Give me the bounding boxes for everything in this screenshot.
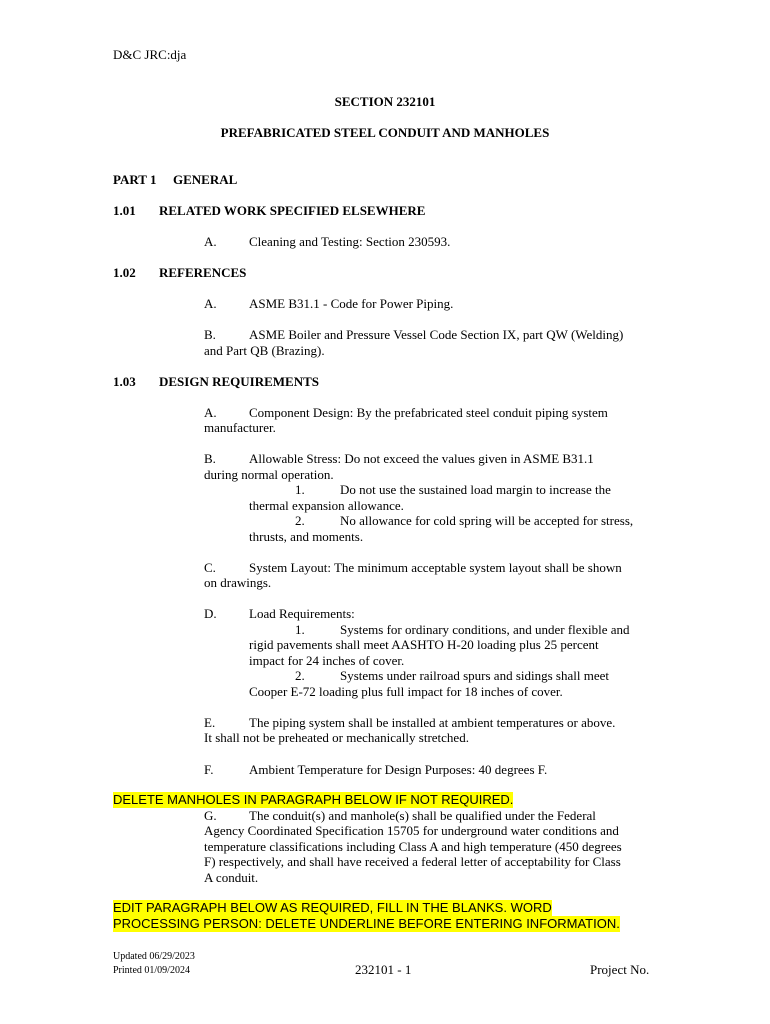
part-number: PART 1 <box>113 172 157 187</box>
paragraph-text: during normal operation. <box>204 467 334 482</box>
paragraph-letter: D. <box>204 606 217 621</box>
footer-page-number: 232101 - 1 <box>355 962 412 977</box>
subparagraph-text: Cooper E-72 loading plus full impact for 18 inches of cover. <box>249 684 563 699</box>
paragraph-text: A conduit. <box>204 870 259 885</box>
section-title: PREFABRICATED STEEL CONDUIT AND MANHOLES <box>220 125 550 140</box>
paragraph-text: It shall not be preheated or mechanically stretched. <box>204 730 469 745</box>
subparagraph-text: thrusts, and moments. <box>249 529 364 544</box>
paragraph-text: Cleaning and Testing: Section 230593. <box>249 234 451 249</box>
paragraph-text: ASME B31.1 - Code for Power Piping. <box>249 296 454 311</box>
paragraph-text: Load Requirements: <box>249 606 355 621</box>
paragraph-letter: A. <box>204 405 217 420</box>
subparagraph-text: rigid pavements shall meet AASHTO H-20 loading plus 25 percent <box>249 637 599 652</box>
paragraph-letter: E. <box>204 715 216 730</box>
paragraph-text: ASME Boiler and Pressure Vessel Code Section IX, part QW (Welding) <box>249 327 624 342</box>
section-number: SECTION 232101 <box>334 94 436 109</box>
subparagraph-number: 1. <box>295 622 305 637</box>
specifier-note: PROCESSING PERSON: DELETE UNDERLINE BEFORE ENTERING INFORMATION. <box>113 916 620 931</box>
subparagraph-text: impact for 24 inches of cover. <box>249 653 405 668</box>
paragraph-letter: A. <box>204 234 217 249</box>
subparagraph-number: 2. <box>295 668 305 683</box>
part-title: GENERAL <box>173 172 238 187</box>
paragraph-text: F) respectively, and shall have received a federal letter of acceptability for Class <box>204 854 621 869</box>
paragraph-text: The conduit(s) and manhole(s) shall be qualified under the Federal <box>249 808 596 823</box>
paragraph-text: Ambient Temperature for Design Purposes: 40 degrees F. <box>249 762 548 777</box>
article-title: RELATED WORK SPECIFIED ELSEWHERE <box>159 203 426 218</box>
paragraph-letter: C. <box>204 560 216 575</box>
paragraph-text: Component Design: By the prefabricated steel conduit piping system <box>249 405 608 420</box>
paragraph-text: temperature classifications including Class A and high temperature (450 degrees <box>204 839 622 854</box>
paragraph-letter: F. <box>204 762 214 777</box>
footer-project-number: Project No. <box>590 962 650 977</box>
article-number: 1.02 <box>113 265 136 280</box>
paragraph-letter: G. <box>204 808 217 823</box>
footer-updated-date: Updated 06/29/2023 <box>113 951 195 962</box>
article-title: REFERENCES <box>159 265 247 280</box>
document-initials: D&C JRC:dja <box>113 47 187 62</box>
subparagraph-text: No allowance for cold spring will be accepted for stress, <box>340 513 634 528</box>
paragraph-text: Agency Coordinated Specification 15705 for underground water conditions and <box>204 823 619 838</box>
paragraph-text: The piping system shall be installed at ambient temperatures or above. <box>249 715 616 730</box>
paragraph-letter: B. <box>204 451 216 466</box>
article-number: 1.01 <box>113 203 136 218</box>
subparagraph-text: Do not use the sustained load margin to increase the <box>340 482 611 497</box>
paragraph-text: on drawings. <box>204 575 272 590</box>
specifier-note: DELETE MANHOLES IN PARAGRAPH BELOW IF NOT REQUIRED. <box>113 792 514 807</box>
paragraph-letter: A. <box>204 296 217 311</box>
subparagraph-text: Systems under railroad spurs and sidings shall meet <box>340 668 609 683</box>
article-number: 1.03 <box>113 374 136 389</box>
paragraph-text: Allowable Stress: Do not exceed the values given in ASME B31.1 <box>249 451 594 466</box>
subparagraph-number: 1. <box>295 482 305 497</box>
paragraph-text: System Layout: The minimum acceptable system layout shall be shown <box>249 560 622 575</box>
paragraph-text: manufacturer. <box>204 420 276 435</box>
specifier-note: EDIT PARAGRAPH BELOW AS REQUIRED, FILL IN THE BLANKS. WORD <box>113 900 552 915</box>
subparagraph-text: thermal expansion allowance. <box>249 498 404 513</box>
paragraph-letter: B. <box>204 327 216 342</box>
subparagraph-text: Systems for ordinary conditions, and under flexible and <box>340 622 630 637</box>
subparagraph-number: 2. <box>295 513 305 528</box>
article-title: DESIGN REQUIREMENTS <box>159 374 320 389</box>
paragraph-text: and Part QB (Brazing). <box>204 343 325 358</box>
footer-printed-date: Printed 01/09/2024 <box>113 965 190 976</box>
